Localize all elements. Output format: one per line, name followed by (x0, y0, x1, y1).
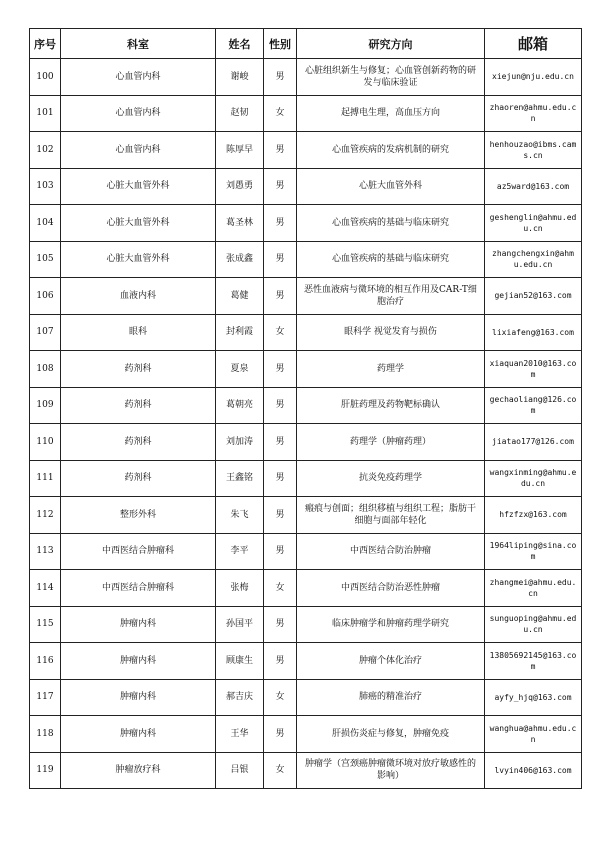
cell-department: 肿瘤内科 (61, 606, 216, 643)
header-research: 研究方向 (297, 29, 485, 59)
cell-research: 起搏电生理，高血压方向 (297, 95, 485, 132)
cell-department: 药剂科 (61, 460, 216, 497)
cell-department: 血液内科 (61, 278, 216, 315)
cell-research: 瘢痕与创面；组织移植与组织工程；脂肪干细胞与面部年轻化 (297, 497, 485, 534)
table-body (30, 59, 582, 789)
header-no: 序号 (30, 29, 61, 59)
cell-research: 临床肿瘤学和肿瘤药理学研究 (297, 606, 485, 643)
cell-department: 药剂科 (61, 351, 216, 388)
cell-name: 张成鑫 (216, 241, 264, 278)
cell-no: 100 (30, 59, 61, 96)
cell-research: 抗炎免疫药理学 (297, 460, 485, 497)
cell-research: 肝损伤炎症与修复，肿瘤免疫 (297, 716, 485, 753)
cell-no: 119 (30, 752, 61, 789)
cell-no: 118 (30, 716, 61, 753)
cell-email: geshenglin@ahmu.edu.cn (485, 205, 582, 242)
cell-gender: 男 (264, 351, 297, 388)
cell-department: 心血管内科 (61, 95, 216, 132)
cell-gender: 男 (264, 424, 297, 461)
cell-gender: 男 (264, 643, 297, 680)
table-row (30, 570, 582, 607)
cell-no: 117 (30, 679, 61, 716)
cell-email: wangxinming@ahmu.edu.cn (485, 460, 582, 497)
cell-no: 109 (30, 387, 61, 424)
cell-department: 药剂科 (61, 424, 216, 461)
cell-department: 药剂科 (61, 387, 216, 424)
cell-gender: 女 (264, 752, 297, 789)
cell-email: ayfy_hjq@163.com (485, 679, 582, 716)
cell-gender: 女 (264, 95, 297, 132)
cell-research: 心血管疾病的发病机制的研究 (297, 132, 485, 169)
cell-department: 眼科 (61, 314, 216, 351)
cell-name: 谢峻 (216, 59, 264, 96)
table-row (30, 278, 582, 315)
cell-department: 心血管内科 (61, 59, 216, 96)
cell-name: 顾康生 (216, 643, 264, 680)
cell-research: 肺癌的精准治疗 (297, 679, 485, 716)
cell-research: 肿瘤个体化治疗 (297, 643, 485, 680)
table-row (30, 752, 582, 789)
table-row (30, 241, 582, 278)
cell-email: gejian52@163.com (485, 278, 582, 315)
cell-email: lixiafeng@163.com (485, 314, 582, 351)
cell-name: 孙国平 (216, 606, 264, 643)
table-row (30, 606, 582, 643)
cell-gender: 女 (264, 314, 297, 351)
cell-no: 105 (30, 241, 61, 278)
cell-name: 朱飞 (216, 497, 264, 534)
cell-name: 郝吉庆 (216, 679, 264, 716)
cell-department: 心脏大血管外科 (61, 168, 216, 205)
cell-no: 103 (30, 168, 61, 205)
table-row (30, 168, 582, 205)
cell-name: 赵韧 (216, 95, 264, 132)
cell-research: 肝脏药理及药物靶标确认 (297, 387, 485, 424)
cell-no: 113 (30, 533, 61, 570)
cell-email: zhangchengxin@ahmu.edu.cn (485, 241, 582, 278)
table-row (30, 205, 582, 242)
cell-department: 肿瘤内科 (61, 643, 216, 680)
cell-no: 110 (30, 424, 61, 461)
cell-email: zhaoren@ahmu.edu.cn (485, 95, 582, 132)
cell-gender: 男 (264, 497, 297, 534)
cell-research: 肿瘤学（宫颈癌肿瘤微环境对放疗敏感性的影响） (297, 752, 485, 789)
header-department: 科室 (61, 29, 216, 59)
cell-gender: 男 (264, 716, 297, 753)
cell-email: sunguoping@ahmu.edu.cn (485, 606, 582, 643)
cell-department: 心脏大血管外科 (61, 205, 216, 242)
table-row (30, 679, 582, 716)
cell-gender: 男 (264, 132, 297, 169)
cell-gender: 男 (264, 533, 297, 570)
cell-email: lvyin406@163.com (485, 752, 582, 789)
cell-research: 恶性血液病与微环境的相互作用及CAR-T细胞治疗 (297, 278, 485, 315)
cell-no: 115 (30, 606, 61, 643)
cell-no: 111 (30, 460, 61, 497)
cell-research: 中西医结合防治恶性肿瘤 (297, 570, 485, 607)
cell-name: 王鑫铭 (216, 460, 264, 497)
cell-research: 心血管疾病的基础与临床研究 (297, 205, 485, 242)
table-row (30, 643, 582, 680)
cell-email: henhouzao@ibms.cams.cn (485, 132, 582, 169)
cell-research: 药理学 (297, 351, 485, 388)
cell-no: 112 (30, 497, 61, 534)
cell-name: 封利霞 (216, 314, 264, 351)
cell-no: 102 (30, 132, 61, 169)
table-row (30, 460, 582, 497)
table-row (30, 59, 582, 96)
cell-department: 中西医结合肿瘤科 (61, 533, 216, 570)
cell-name: 张梅 (216, 570, 264, 607)
cell-research: 心血管疾病的基础与临床研究 (297, 241, 485, 278)
cell-no: 101 (30, 95, 61, 132)
cell-gender: 女 (264, 679, 297, 716)
table-row (30, 716, 582, 753)
cell-name: 葛健 (216, 278, 264, 315)
cell-research: 心脏大血管外科 (297, 168, 485, 205)
cell-gender: 男 (264, 387, 297, 424)
cell-research: 心脏组织新生与修复；心血管创新药物的研发与临床验证 (297, 59, 485, 96)
cell-name: 葛圣林 (216, 205, 264, 242)
cell-research: 药理学（肿瘤药理） (297, 424, 485, 461)
cell-email: 13805692145@163.com (485, 643, 582, 680)
cell-department: 肿瘤内科 (61, 716, 216, 753)
table-header (30, 29, 582, 59)
header-row (30, 29, 582, 59)
cell-name: 夏泉 (216, 351, 264, 388)
cell-gender: 女 (264, 570, 297, 607)
cell-no: 116 (30, 643, 61, 680)
cell-email: hfzfzx@163.com (485, 497, 582, 534)
cell-no: 108 (30, 351, 61, 388)
table-row (30, 95, 582, 132)
cell-department: 心脏大血管外科 (61, 241, 216, 278)
cell-name: 刘加涛 (216, 424, 264, 461)
cell-name: 葛朝亮 (216, 387, 264, 424)
cell-email: 1964liping@sina.com (485, 533, 582, 570)
cell-gender: 男 (264, 460, 297, 497)
cell-email: wanghua@ahmu.edu.cn (485, 716, 582, 753)
faculty-table (29, 28, 582, 789)
cell-email: az5ward@163.com (485, 168, 582, 205)
cell-no: 114 (30, 570, 61, 607)
cell-department: 心血管内科 (61, 132, 216, 169)
header-gender: 性别 (264, 29, 297, 59)
cell-no: 106 (30, 278, 61, 315)
cell-name: 陈厚早 (216, 132, 264, 169)
cell-email: jiatao177@126.com (485, 424, 582, 461)
cell-email: xiaquan2010@163.com (485, 351, 582, 388)
cell-gender: 男 (264, 606, 297, 643)
cell-research: 眼科学 视觉发育与损伤 (297, 314, 485, 351)
cell-name: 刘愚勇 (216, 168, 264, 205)
header-name: 姓名 (216, 29, 264, 59)
table-row (30, 387, 582, 424)
cell-name: 李平 (216, 533, 264, 570)
cell-research: 中西医结合防治肿瘤 (297, 533, 485, 570)
cell-department: 肿瘤内科 (61, 679, 216, 716)
cell-email: zhangmei@ahmu.edu.cn (485, 570, 582, 607)
table-row (30, 132, 582, 169)
cell-department: 中西医结合肿瘤科 (61, 570, 216, 607)
table-row (30, 497, 582, 534)
cell-department: 肿瘤放疗科 (61, 752, 216, 789)
cell-email: xiejun@nju.edu.cn (485, 59, 582, 96)
table-row (30, 424, 582, 461)
cell-gender: 男 (264, 241, 297, 278)
cell-gender: 男 (264, 278, 297, 315)
cell-email: gechaoliang@126.com (485, 387, 582, 424)
table-row (30, 314, 582, 351)
table-row (30, 533, 582, 570)
table-row (30, 351, 582, 388)
cell-name: 吕银 (216, 752, 264, 789)
faculty-roster-sheet (29, 28, 581, 789)
cell-no: 104 (30, 205, 61, 242)
cell-gender: 男 (264, 205, 297, 242)
cell-department: 整形外科 (61, 497, 216, 534)
cell-no: 107 (30, 314, 61, 351)
cell-gender: 男 (264, 59, 297, 96)
cell-gender: 男 (264, 168, 297, 205)
header-email: 邮箱 (485, 29, 582, 59)
cell-name: 王华 (216, 716, 264, 753)
